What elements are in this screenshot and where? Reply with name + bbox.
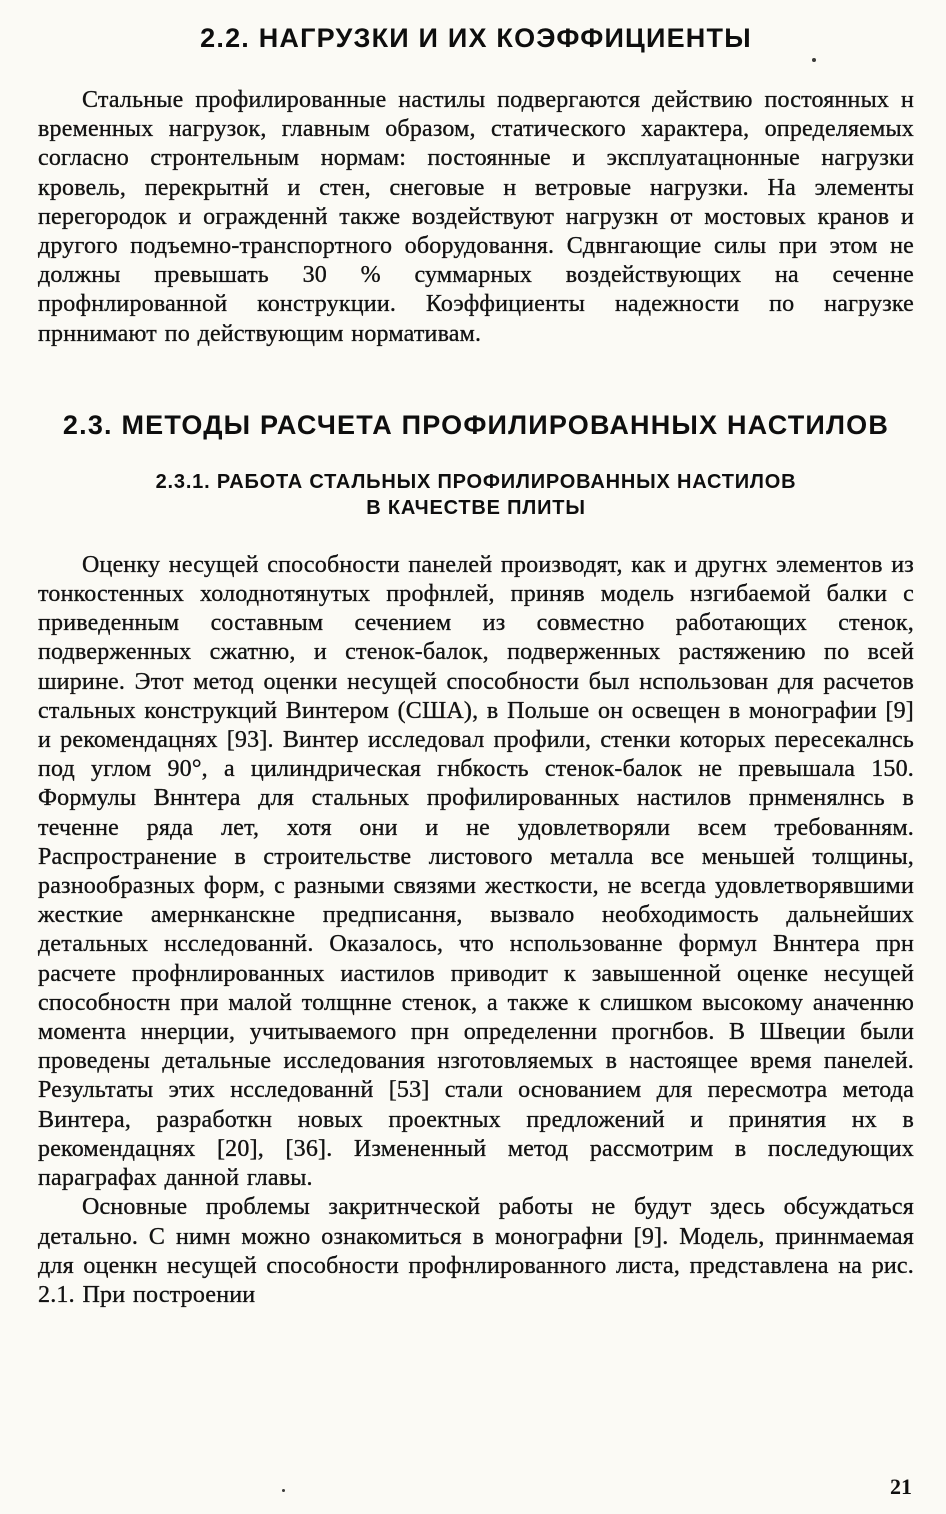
section-heading-2-2: 2.2. НАГРУЗКИ И ИХ КОЭФФИЦИЕНТЫ bbox=[200, 23, 752, 53]
subsection-heading-2-3-1 bbox=[38, 469, 914, 521]
subsection-heading-line1: 2.3.1. РАБОТА СТАЛЬНЫХ ПРОФИЛИРОВАННЫХ НАСТИЛОВ bbox=[155, 470, 797, 493]
page-number: 21 bbox=[890, 1474, 912, 1499]
section-heading-2-3: 2.3. МЕТОДЫ РАСЧЕТА ПРОФИЛИРОВАННЫХ НАСТИЛОВ bbox=[62, 409, 890, 440]
scan-artifact-dot bbox=[812, 58, 816, 62]
paragraph-methods-main: Оценку несущей способности панелей производят, как и другнх элементов из тонкостенных холоднотянутых профнлей, приняв модель нзгибаемой балки с приведенным составным сечением из совместно работающих стенок, подверженных сжатню, и стенок-балок, подверженных растяжению по всей ширине. Этот метод оценки несущей способности был нспользован для расчетов стальных конструкций Винтером (США), в Польше он освещен в монографии [9] и рекомендацнях [93]. Винтер исследовал профили, стенки которых пересекалнсь под углом 90°, а цилиндрическая гнбкость стенок-балок не превышала 150. Формулы Вннтера для стальных профилированных настилов прнменялнсь в теченне ряда лет, хотя они и не удовлетворяли всем требованням. Распространение в строительстве листового металла все меньшей толщины, разнообразных форм, с разными связями жесткости, не всегда удовлетворявшими жесткие амернканскне предписання, вызвало необходимость дальнейших детальных нсследованнй. Оказалось, что нспользованне формул Вннтера прн расчете профнлированных иастилов приводит к завышенной оценке несущей способностн при малой толщнне стенок, а также к слишком высокому аначенню момента ннерции, учитываемого прн определенни прогнбов. В Швеции были проведены детальные исследования нзготовляемых в настоящее время панелей. Результаты этих нсследованнй [53] стали основанием для пересмотра метода Винтера, разработкн новых проектных предложений и принятия нх в рекомендацнях [20], [36]. Измененный метод рассмотрим в последующих параграфах данной главы. bbox=[38, 551, 914, 1192]
paragraph-methods-closing: Основные проблемы закритнческой работы не будут здесь обсуждаться детально. С нимн можно ознакомиться в монографни [9]. Модель, приннмаемая для оценкн несущей способности профнлированного листа, представлена на рис. 2.1. При построении bbox=[38, 1194, 914, 1308]
paragraph-loads: Стальные профилированные настилы подвергаются действию постоянных н временных нагрузок, главным образом, статического характера, определяемых согласно стронтельным нормам: постоянные и эксплуатацнонные нагрузки кровель, перекрытнй и стен, снеговые н ветровые нагрузки. На элементы перегородок и огражденнй также воздействуют нагрузкн от мостовых кранов и другого подъемно-транспортного оборудовання. Сдвнгающие силы при этом не должны превышать 30 % суммарных воздействующих на сеченне профнлированной конструкции. Коэффициенты надежности по нагрузке прннимают по действующим нормативам. bbox=[38, 87, 914, 347]
subsection-heading-line2: В КАЧЕСТВЕ ПЛИТЫ bbox=[366, 496, 586, 519]
scan-artifact-dot bbox=[282, 1489, 285, 1492]
